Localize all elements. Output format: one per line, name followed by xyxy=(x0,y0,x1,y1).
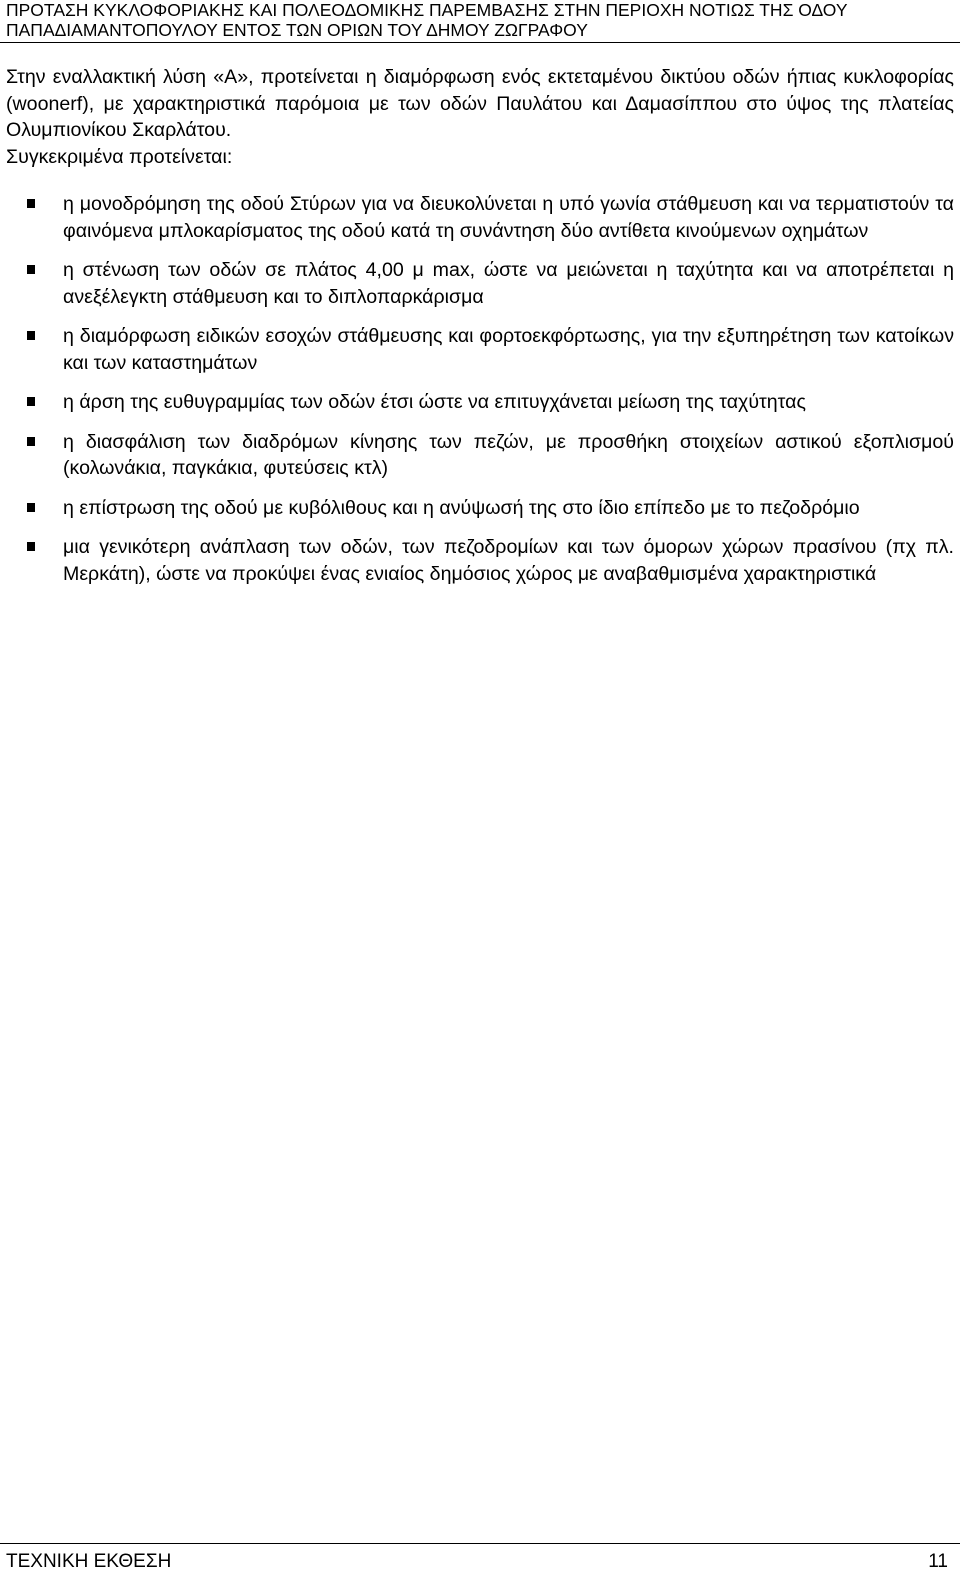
header-title-line-1: ΠΡΟΤΑΣΗ ΚΥΚΛΟΦΟΡΙΑΚΗΣ ΚΑΙ ΠΟΛΕΟΔΟΜΙΚΗΣ ΠΑΡΕΜΒΑΣΗΣ ΣΤΗΝ ΠΕΡΙΟΧΗ ΝΟΤΙΩΣ ΤΗΣ ΟΔΟΥ xyxy=(6,0,848,20)
header-title-line-2: ΠΑΠΑΔΙΑΜΑΝΤΟΠΟΥΛΟΥ ΕΝΤΟΣ ΤΩΝ ΟΡΙΩΝ ΤΟΥ ΔΗΜΟΥ ΖΩΓΡΑΦΟΥ xyxy=(6,20,588,40)
header-divider xyxy=(0,42,960,43)
list-item-text: η στένωση των οδών σε πλάτος 4,00 μ max, ώστε να μειώνεται η ταχύτητα και να αποτρέπεται η ανεξέλεγκτη στάθμευση και το διπλοπαρκάρισμα xyxy=(63,259,954,308)
square-bullet-icon xyxy=(27,331,35,340)
list-item-text: μια γενικότερη ανάπλαση των οδών, των πεζοδρομίων και των όμορων χώρων πρασίνου (πχ πλ. Μερκάτη), ώστε να προκύψει ένας ενιαίος δημόσιος χώρος με αναβαθμισμένα χαρακτηριστικά xyxy=(63,536,954,585)
document-body xyxy=(6,64,954,600)
page-header xyxy=(6,0,954,40)
page-footer xyxy=(6,1550,948,1574)
list-item-text: η άρση της ευθυγραμμίας των οδών έτσι ώστε να επιτυγχάνεται μείωση της ταχύτητας xyxy=(63,391,806,413)
square-bullet-icon xyxy=(27,397,35,406)
list-item xyxy=(6,495,954,522)
list-item-text: η διαμόρφωση ειδικών εσοχών στάθμευσης και φορτοεκφόρτωσης, για την εξυπηρέτηση των κατοίκων και των καταστημάτων xyxy=(63,325,954,374)
square-bullet-icon xyxy=(27,437,35,446)
list-item xyxy=(6,389,954,416)
list-item xyxy=(6,323,954,376)
list-item xyxy=(6,534,954,587)
list-item-text: η διασφάλιση των διαδρόμων κίνησης των πεζών, με προσθήκη στοιχείων αστικού εξοπλισμού (κολωνάκια, παγκάκια, φυτεύσεις κτλ) xyxy=(63,430,954,479)
list-item-text: η επίστρωση της οδού με κυβόλιθους και η ανύψωσή της στο ίδιο επίπεδο με το πεζοδρόμιο xyxy=(63,496,860,519)
list-item xyxy=(6,191,954,244)
square-bullet-icon xyxy=(27,199,35,208)
square-bullet-icon xyxy=(27,265,35,274)
page-number: 11 xyxy=(928,1551,948,1572)
list-item xyxy=(6,257,954,310)
footer-section-title: ΤΕΧΝΙΚΗ ΕΚΘΕΣΗ xyxy=(6,1551,172,1572)
square-bullet-icon xyxy=(27,503,35,512)
square-bullet-icon xyxy=(27,542,35,551)
intro-paragraph: Στην εναλλακτική λύση «Α», προτείνεται η διαμόρφωση ενός εκτεταμένου δικτύου οδών ήπιας κυκλοφορίας (woonerf), με χαρακτηριστικά παρόμοια με των οδών Παυλάτου και Δαμασίππου στο ύψος της πλατείας Ολυμπιονίκου Σκαρλάτου. xyxy=(6,66,954,141)
footer-divider xyxy=(0,1543,960,1544)
list-item xyxy=(6,429,954,482)
proposal-lead-in: Συγκεκριμένα προτείνεται: xyxy=(6,145,233,168)
proposal-list xyxy=(6,191,954,587)
list-item-text: η μονοδρόμηση της οδού Στύρων για να διευκολύνεται η υπό γωνία στάθμευση και να τερματιστούν τα φαινόμενα μπλοκαρίσματος της οδού κατά τη συνάντηση δύο αντίθετα κινούμενων οχημάτων xyxy=(63,193,954,242)
